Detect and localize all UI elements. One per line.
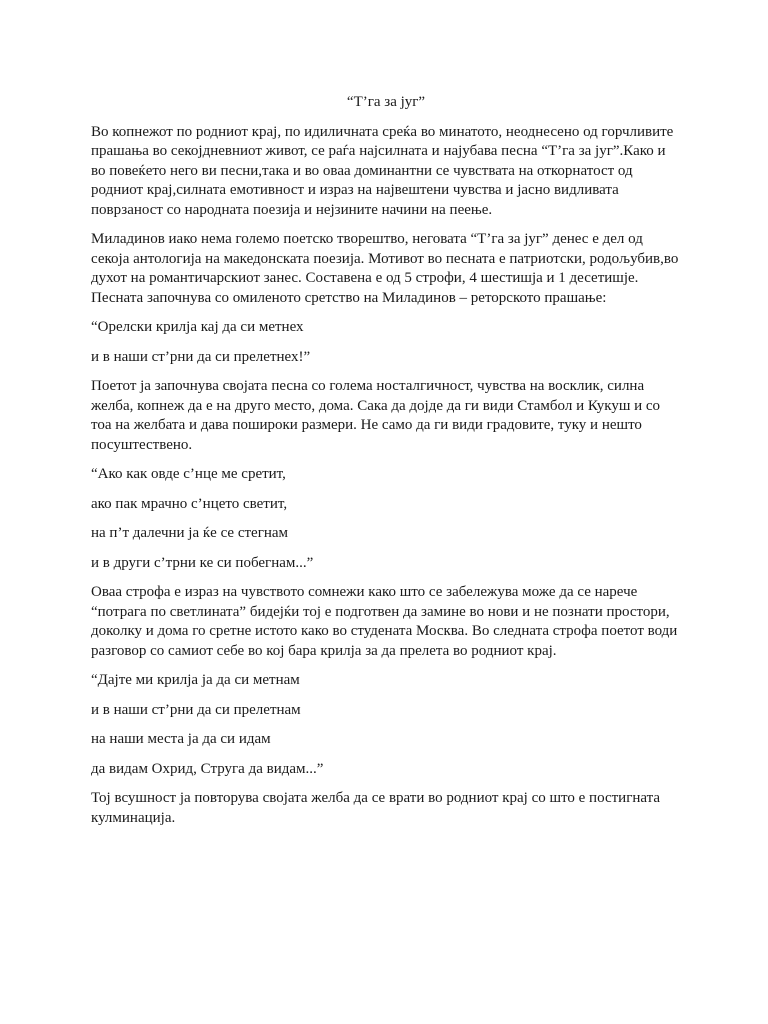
verse-line: на наши места ја да си идам [91,731,271,747]
verse-line: “Ако как овде с’нце ме сретит, [91,466,286,482]
verse-line: на п’т далечни ја ќе се стегнам [91,525,289,541]
paragraph: Миладинов иако нема големо поетско творештво, неговата “Т’га за југ” денес е дел од секоја антологија на македонската поезија. Мотивот во песната е патриотски, родољубив,во духот на романтичарскиот занес. Составена е од 5 строфи, 4 шестишја и 1 десетишје. Песната започнува со омиленото сретство на Миладинов – реторското прашање: [91,231,679,306]
verse-line: “Орелски крилја кај да си метнех [91,319,304,335]
verse-line: да видам Охрид, Струга да видам...” [91,760,324,777]
verse-line: и в други с’трни ке си побегнам...” [91,554,314,571]
paragraph: Оваа строфа е израз на чувството сомнежи како што се забележува може да се нарече “потрага по светлината” бидејќи тој е подготвен да замине во нови и не познати простори, доколку и дома го сретне истото како во студената Москва. Во следната строфа поетот води разговор со самиот себе во кој бара крилја за да прелета во родниот крај. [91,584,678,659]
verse-line: и в наши ст’рни да си прелетнех!” [91,348,311,365]
paragraph: Тој всушност ја повторува својата желба да се врати во родниот крај со што е постигната кулминација. [91,790,661,826]
paragraph: Поетот ја започнува својата песна со голема носталгичност, чувства на восклик, силна желба, копнеж да е на друго место, дома. Сака да дојде да ги види Стамбол и Кукуш и со тоа на желбата и дава пошироки размери. Не само да ги види градовите, туку и нешто посуштествено. [91,378,661,453]
verse-line: ако пак мрачно с’нцето светит, [91,495,288,512]
document-title: “Т’га за југ” [346,94,426,110]
verse-line: и в наши ст’рни да си прелетнам [91,701,301,718]
paragraph: Во копнежот по родниот крај, по идиличната среќа во минатото, неоднесено од горчливите прашања во секојдневниот живот, се раѓа најсилната и најубава песна “Т’га за југ”.Како и во повеќето него ви песни,така и во оваа доминантни се чувствата на откорнатост од родниот крај,силната емотивност и израз на највештени чувства и јасно видливата поврзаност со народната поезија и нејзините начини на пеење. [91,123,674,218]
document-page [91,93,681,838]
verse-line: “Дајте ми крилја ја да си метнам [91,672,300,688]
